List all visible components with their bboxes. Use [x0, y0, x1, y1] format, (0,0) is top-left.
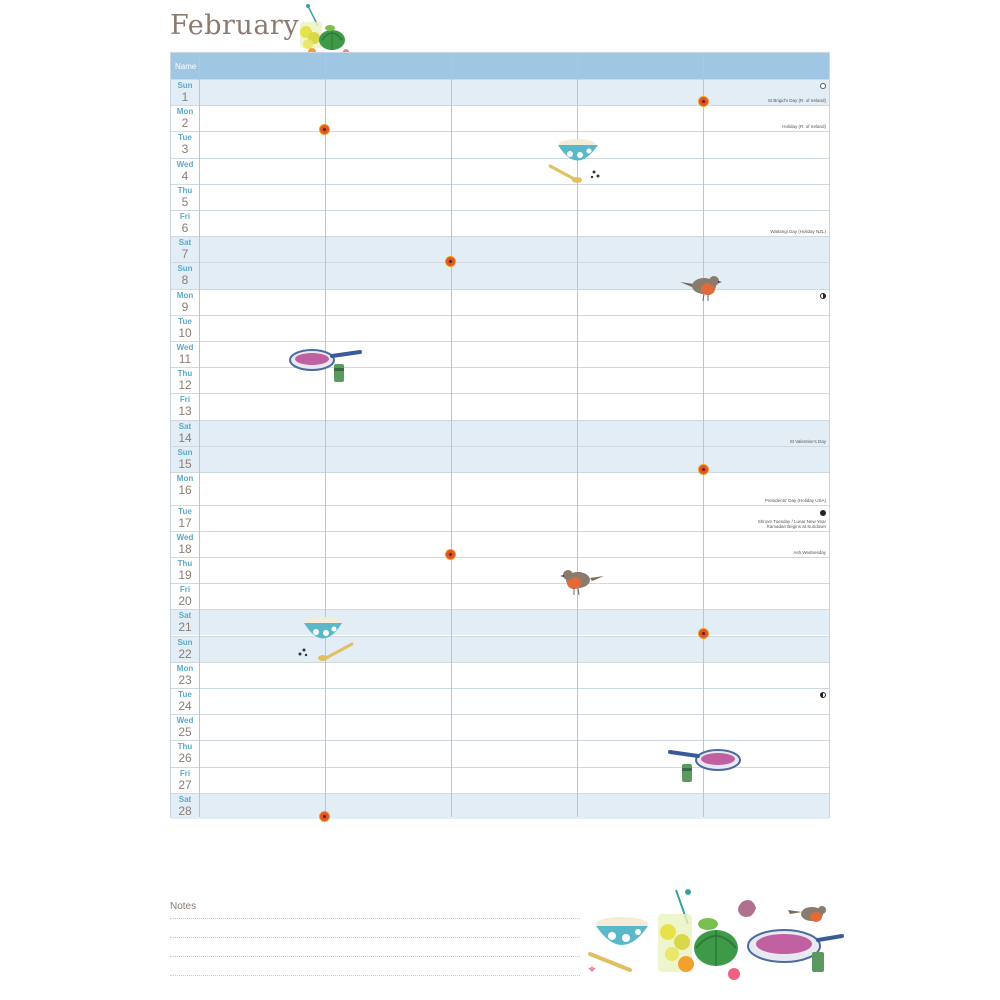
- day-name: Tue: [178, 316, 192, 326]
- day-row[interactable]: [171, 158, 829, 184]
- day-name: Sat: [178, 611, 192, 621]
- day-name: Tue: [178, 133, 192, 143]
- notes-title: Notes: [170, 901, 197, 912]
- robin-illustration: [678, 272, 722, 302]
- day-row[interactable]: [171, 105, 829, 131]
- day-number: 26: [178, 751, 192, 766]
- day-name: Mon: [176, 474, 194, 483]
- day-number: 17: [178, 515, 192, 530]
- holiday-label: Holiday (R. of Ireland): [782, 124, 826, 130]
- day-row[interactable]: [171, 210, 829, 236]
- ladybug-icon: [446, 550, 455, 559]
- day-column-divider: [199, 53, 200, 817]
- day-row[interactable]: [171, 367, 829, 393]
- day-number: 4: [181, 168, 189, 183]
- day-row[interactable]: [171, 472, 829, 505]
- day-number: 21: [178, 620, 192, 635]
- day-name: Fri: [179, 212, 191, 221]
- day-number: 7: [181, 247, 189, 262]
- day-row[interactable]: [171, 714, 829, 740]
- column-divider-1: [325, 53, 326, 817]
- day-name: Sun: [177, 81, 193, 90]
- day-row[interactable]: [171, 184, 829, 210]
- day-row[interactable]: [171, 793, 829, 819]
- lemon-squash-illustration: [292, 4, 354, 58]
- day-number: 15: [178, 456, 192, 471]
- day-name: Tue: [178, 689, 192, 699]
- day-name: Wed: [176, 532, 194, 542]
- holiday-label: St Brigid's Day (R. of Ireland): [767, 98, 826, 104]
- day-name: Sun: [177, 447, 193, 457]
- name-header-row[interactable]: [171, 53, 829, 79]
- day-number: 10: [178, 325, 192, 340]
- holiday-label: Ash Wednesday: [793, 549, 826, 555]
- ladybug-icon: [446, 257, 455, 266]
- day-row[interactable]: [171, 262, 829, 288]
- day-row[interactable]: [171, 341, 829, 367]
- day-row[interactable]: [171, 531, 829, 557]
- column-divider-4: [703, 53, 704, 817]
- ladybug-icon: [699, 629, 708, 638]
- holiday-label: Ramadan Begins at Sundown: [766, 523, 826, 529]
- day-number: 27: [178, 777, 192, 792]
- day-name: Fri: [179, 585, 191, 595]
- day-name: Sat: [178, 794, 192, 804]
- day-name: Thu: [177, 369, 193, 379]
- holiday-label: Waitangi Day (Holiday NZL): [770, 229, 826, 235]
- day-row[interactable]: [171, 609, 829, 635]
- day-row[interactable]: [171, 688, 829, 714]
- day-row[interactable]: [171, 393, 829, 419]
- day-name: Sun: [177, 264, 193, 274]
- day-number: 14: [178, 430, 192, 445]
- ladybug-icon: [699, 97, 708, 106]
- day-number: 12: [178, 378, 192, 393]
- robin-illustration: [560, 566, 604, 596]
- day-number: 2: [181, 116, 189, 131]
- day-number: 18: [178, 541, 192, 556]
- day-row[interactable]: [171, 289, 829, 315]
- note-line[interactable]: [170, 937, 580, 938]
- day-row[interactable]: [171, 583, 829, 609]
- day-name: Tue: [178, 506, 192, 516]
- day-number: 25: [178, 725, 192, 740]
- note-line[interactable]: [170, 956, 580, 957]
- name-header-label: Name: [175, 62, 197, 71]
- day-number: 19: [178, 567, 192, 582]
- rice-bowl-illustration: [296, 614, 354, 666]
- day-row[interactable]: [171, 420, 829, 446]
- moon-phase-full-icon: [820, 83, 826, 89]
- day-number: 28: [178, 803, 192, 818]
- day-name: Fri: [179, 395, 191, 405]
- holiday-label: Presidents' Day (Holiday USA): [764, 497, 826, 503]
- day-name: Fri: [179, 768, 191, 778]
- day-row[interactable]: [171, 315, 829, 341]
- day-number: 6: [181, 221, 189, 235]
- day-name: Wed: [176, 343, 194, 352]
- day-name: Wed: [176, 159, 194, 169]
- day-number: 23: [178, 672, 192, 687]
- day-number: 24: [178, 698, 192, 713]
- day-row[interactable]: [171, 446, 829, 472]
- holiday-label: St Valentine's Day: [789, 438, 826, 444]
- ladybug-icon: [320, 125, 329, 134]
- day-name: Mon: [176, 290, 194, 300]
- day-name: Mon: [176, 107, 194, 117]
- cooking-pan-illustration: [288, 344, 364, 388]
- day-number: 16: [178, 483, 192, 497]
- day-number: 20: [178, 594, 192, 609]
- day-row[interactable]: [171, 557, 829, 583]
- day-name: Wed: [176, 716, 194, 726]
- day-row[interactable]: [171, 131, 829, 157]
- ladybug-icon: [320, 812, 329, 821]
- cooking-pan-illustration: [666, 744, 742, 788]
- day-number: 9: [181, 299, 189, 314]
- note-line[interactable]: [170, 975, 580, 976]
- day-name: Sat: [178, 238, 192, 248]
- month-title: February: [170, 10, 300, 41]
- note-line[interactable]: [170, 918, 580, 919]
- day-number: 22: [178, 646, 192, 661]
- day-row[interactable]: [171, 662, 829, 688]
- kitchen-illustration-footer: [584, 884, 844, 994]
- calendar-grid: [170, 52, 830, 818]
- day-number: 3: [181, 142, 189, 157]
- day-name: Sat: [178, 421, 192, 431]
- ladybug-icon: [699, 465, 708, 474]
- day-number: 8: [181, 273, 189, 288]
- day-row[interactable]: [171, 79, 829, 105]
- day-name: Thu: [177, 558, 193, 568]
- day-number: 5: [181, 194, 189, 209]
- day-name: Thu: [177, 185, 193, 195]
- day-row[interactable]: [171, 236, 829, 262]
- day-number: 1: [181, 90, 189, 104]
- day-row[interactable]: [171, 505, 829, 531]
- moon-phase-new-icon: [820, 510, 826, 516]
- moon-phase-last-icon: [820, 293, 826, 299]
- day-name: Mon: [176, 663, 194, 673]
- rice-bowl-illustration: [546, 136, 604, 188]
- day-name: Sun: [177, 637, 193, 647]
- column-divider-2: [451, 53, 452, 817]
- day-number: 13: [178, 404, 192, 419]
- day-row[interactable]: [171, 636, 829, 662]
- day-number: 11: [178, 352, 192, 366]
- moon-phase-first-icon: [820, 692, 826, 698]
- holiday-label: Shrove Tuesday / Lunar New Year: [757, 518, 826, 524]
- day-name: Thu: [177, 742, 193, 752]
